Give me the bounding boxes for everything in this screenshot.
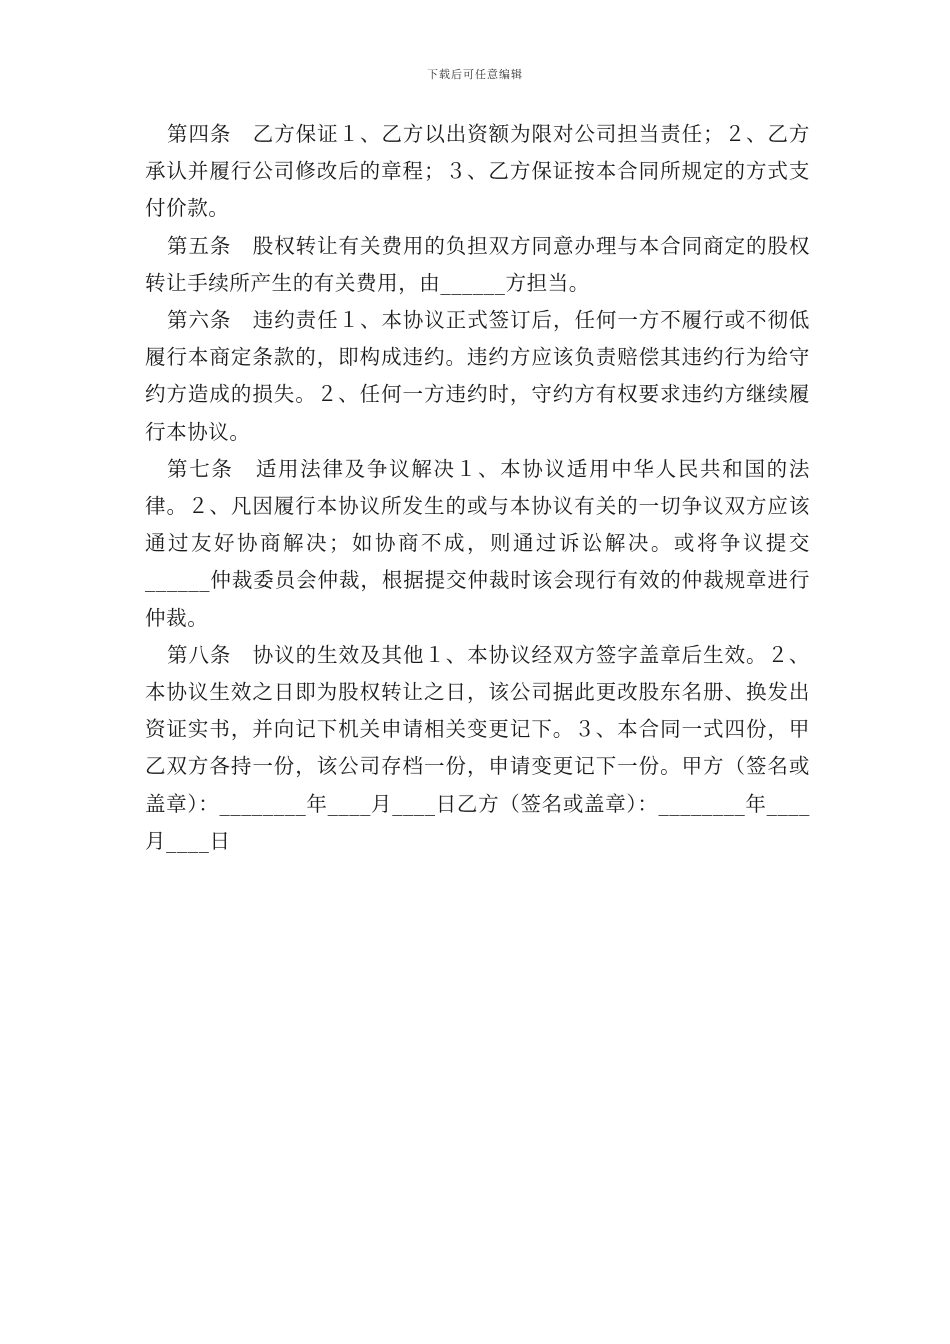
article-4-paragraph: 第四条 乙方保证１、乙方以出资额为限对公司担当责任；２、乙方承认并履行公司修改后的章程；３、乙方保证按本合同所规定的方式支付价款。 <box>145 122 810 221</box>
article-8-paragraph: 第八条 协议的生效及其他１、本协议经双方签字盖章后生效。２、本协议生效之日即为股权转让之日，该公司据此更改股东名册、换发出资证实书，并向记下机关申请相关变更记下。３、本合同一式四份，甲乙双方各持一份，该公司存档一份，申请变更记下一份。甲方（签名或盖章）：________年____月____日乙方（签名或盖章）：________年____月____日 <box>145 642 810 853</box>
article-5-paragraph: 第五条 股权转让有关费用的负担双方同意办理与本合同商定的股权转让手续所产生的有关费用，由______方担当。 <box>145 233 810 295</box>
document-body <box>145 116 810 860</box>
article-7-paragraph: 第七条 适用法律及争议解决１、本协议适用中华人民共和国的法律。２、凡因履行本协议所发生的或与本协议有关的一切争议双方应该通过友好协商解决；如协商不成，则通过诉讼解决。或将争议提交______仲裁委员会仲裁，根据提交仲裁时该会现行有效的仲裁规章进行仲裁。 <box>145 456 810 630</box>
page-header: 下载后可任意编辑 <box>427 68 523 81</box>
article-6-paragraph: 第六条 违约责任１、本协议正式签订后，任何一方不履行或不彻低履行本商定条款的，即构成违约。违约方应该负责赔偿其违约行为给守约方造成的损失。２、任何一方违约时，守约方有权要求违约方继续履行本协议。 <box>145 308 810 444</box>
